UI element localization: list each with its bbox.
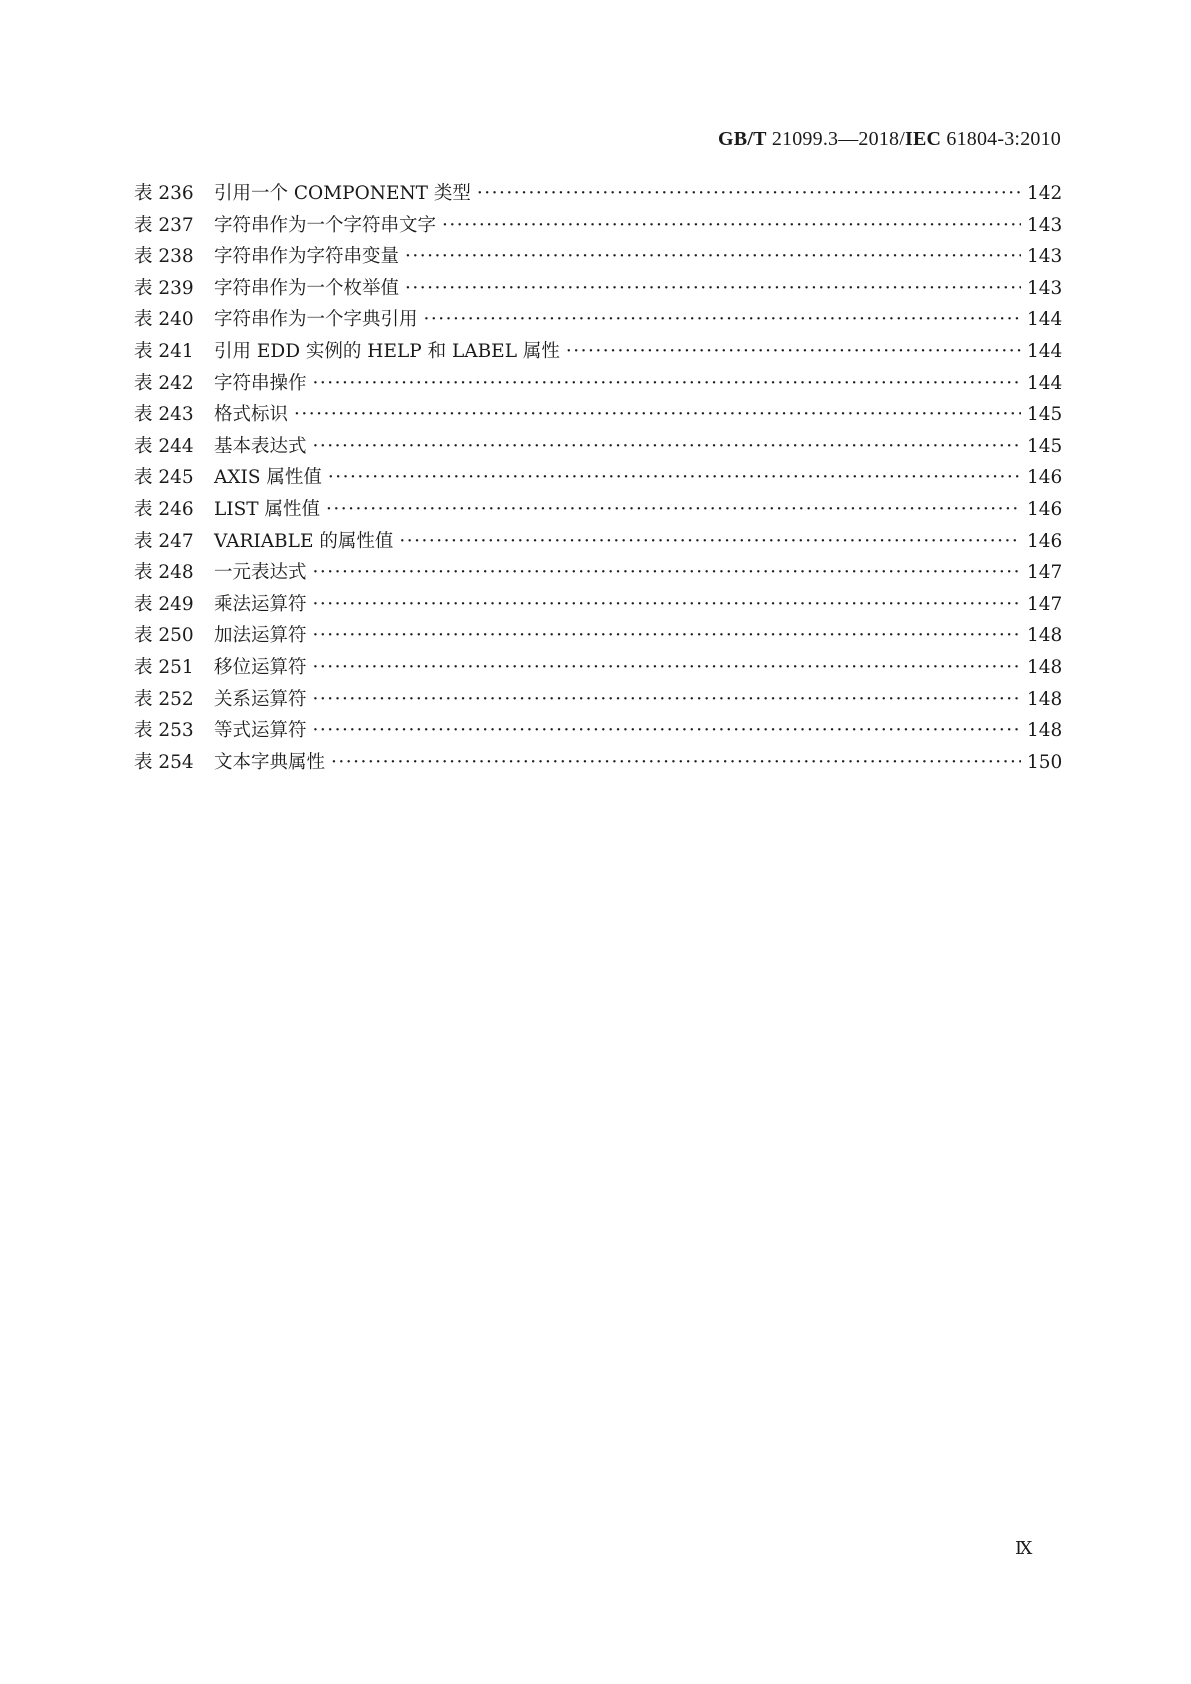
toc-entry-page: 143 xyxy=(1027,277,1063,299)
document-header xyxy=(718,128,1061,151)
toc-entry-page: 144 xyxy=(1027,309,1063,331)
iec-code: IEC xyxy=(905,128,942,150)
toc-entry-title: 格式标识 xyxy=(214,404,289,426)
toc-leader-dots xyxy=(313,620,1021,652)
toc-leader-dots xyxy=(313,652,1021,684)
toc-entry-number: 表 250 xyxy=(134,625,194,647)
toc-entry-title: 关系运算符 xyxy=(214,688,307,710)
toc-entry-244[interactable] xyxy=(134,431,1061,463)
toc-entry-246[interactable] xyxy=(134,494,1061,526)
toc-leader-dots xyxy=(313,368,1021,400)
toc-entry-page: 146 xyxy=(1027,530,1063,552)
toc-entry-page: 150 xyxy=(1027,751,1063,773)
toc-entry-page: 146 xyxy=(1027,498,1063,520)
toc-entry-number: 表 252 xyxy=(134,688,194,710)
toc-entry-page: 143 xyxy=(1027,214,1063,236)
toc-entry-249[interactable] xyxy=(134,589,1061,621)
toc-entry-253[interactable] xyxy=(134,715,1061,747)
toc-entry-number: 表 247 xyxy=(134,530,194,552)
toc-entry-title: 等式运算符 xyxy=(214,720,307,742)
toc-entry-title: VARIABLE 的属性值 xyxy=(214,530,394,552)
toc-entry-number: 表 240 xyxy=(134,309,194,331)
toc-leader-dots xyxy=(405,273,1021,305)
toc-entry-number: 表 248 xyxy=(134,562,194,584)
toc-entry-title: 字符串作为一个字典引用 xyxy=(214,309,418,331)
toc-entry-237[interactable] xyxy=(134,210,1061,242)
toc-entry-243[interactable] xyxy=(134,399,1061,431)
toc-leader-dots xyxy=(313,715,1021,747)
toc-entry-number: 表 249 xyxy=(134,593,194,615)
toc-entry-number: 表 246 xyxy=(134,498,194,520)
toc-entry-title: LIST 属性值 xyxy=(214,498,320,520)
toc-entry-241[interactable] xyxy=(134,336,1061,368)
toc-entry-page: 148 xyxy=(1027,720,1063,742)
toc-entry-number: 表 243 xyxy=(134,404,194,426)
toc-entry-title: 引用 EDD 实例的 HELP 和 LABEL 属性 xyxy=(214,340,560,362)
toc-entry-238[interactable] xyxy=(134,241,1061,273)
toc-entry-page: 144 xyxy=(1027,340,1063,362)
toc-entry-number: 表 245 xyxy=(134,467,194,489)
toc-leader-dots xyxy=(566,336,1021,368)
toc-entry-number: 表 237 xyxy=(134,214,194,236)
standard-number: 21099.3—2018/ xyxy=(771,128,905,150)
toc-entry-title: 乘法运算符 xyxy=(214,593,307,615)
toc-entry-title: 文本字典属性 xyxy=(214,751,326,773)
toc-entry-250[interactable] xyxy=(134,620,1061,652)
table-of-contents xyxy=(134,178,1061,778)
toc-leader-dots xyxy=(313,557,1021,589)
toc-leader-dots xyxy=(331,747,1021,779)
toc-entry-236[interactable] xyxy=(134,178,1061,210)
toc-entry-title: 字符串作为一个枚举值 xyxy=(214,277,400,299)
toc-entry-number: 表 239 xyxy=(134,277,194,299)
toc-entry-page: 143 xyxy=(1027,246,1063,268)
toc-leader-dots xyxy=(313,684,1021,716)
toc-entry-page: 145 xyxy=(1027,435,1063,457)
toc-leader-dots xyxy=(405,241,1021,273)
toc-entry-page: 142 xyxy=(1027,183,1063,204)
toc-entry-number: 表 253 xyxy=(134,720,194,742)
standard-code: GB/T xyxy=(718,128,767,150)
toc-leader-dots xyxy=(442,210,1021,242)
toc-entry-number: 表 254 xyxy=(134,751,194,773)
toc-entry-page: 148 xyxy=(1027,656,1063,678)
toc-entry-title: 字符串作为字符串变量 xyxy=(214,246,400,268)
toc-leader-dots xyxy=(477,178,1021,210)
toc-entry-239[interactable] xyxy=(134,273,1061,305)
toc-entry-page: 146 xyxy=(1027,467,1063,489)
toc-entry-page: 148 xyxy=(1027,625,1063,647)
iec-number: 61804-3:2010 xyxy=(946,128,1061,150)
toc-entry-248[interactable] xyxy=(134,557,1061,589)
toc-leader-dots xyxy=(424,304,1021,336)
toc-entry-number: 表 242 xyxy=(134,372,194,394)
toc-entry-title: 字符串作为一个字符串文字 xyxy=(214,214,437,236)
toc-entry-number: 表 244 xyxy=(134,435,194,457)
toc-entry-page: 148 xyxy=(1027,688,1063,710)
toc-leader-dots xyxy=(326,494,1021,526)
toc-entry-252[interactable] xyxy=(134,684,1061,716)
toc-leader-dots xyxy=(399,526,1021,558)
toc-entry-title: 加法运算符 xyxy=(214,625,307,647)
toc-entry-number: 表 241 xyxy=(134,340,194,362)
page-folio: Ⅸ xyxy=(1015,1538,1033,1558)
toc-entry-247[interactable] xyxy=(134,526,1061,558)
toc-entry-240[interactable] xyxy=(134,304,1061,336)
toc-leader-dots xyxy=(313,431,1021,463)
toc-entry-page: 147 xyxy=(1027,593,1063,615)
toc-entry-page: 145 xyxy=(1027,404,1063,426)
toc-entry-number: 表 238 xyxy=(134,246,194,268)
toc-entry-title: 引用一个 COMPONENT 类型 xyxy=(214,183,471,204)
toc-entry-251[interactable] xyxy=(134,652,1061,684)
toc-leader-dots xyxy=(328,462,1021,494)
toc-entry-254[interactable] xyxy=(134,747,1061,779)
toc-entry-page: 147 xyxy=(1027,562,1063,584)
toc-entry-title: AXIS 属性值 xyxy=(214,467,322,489)
toc-entry-number: 表 251 xyxy=(134,656,194,678)
toc-entry-245[interactable] xyxy=(134,462,1061,494)
toc-entry-number: 表 236 xyxy=(134,183,194,204)
toc-entry-title: 移位运算符 xyxy=(214,656,307,678)
toc-entry-title: 一元表达式 xyxy=(214,562,307,584)
toc-leader-dots xyxy=(313,589,1021,621)
toc-entry-title: 基本表达式 xyxy=(214,435,307,457)
toc-leader-dots xyxy=(294,399,1021,431)
toc-entry-title: 字符串操作 xyxy=(214,372,307,394)
toc-entry-page: 144 xyxy=(1027,372,1063,394)
toc-entry-242[interactable] xyxy=(134,368,1061,400)
